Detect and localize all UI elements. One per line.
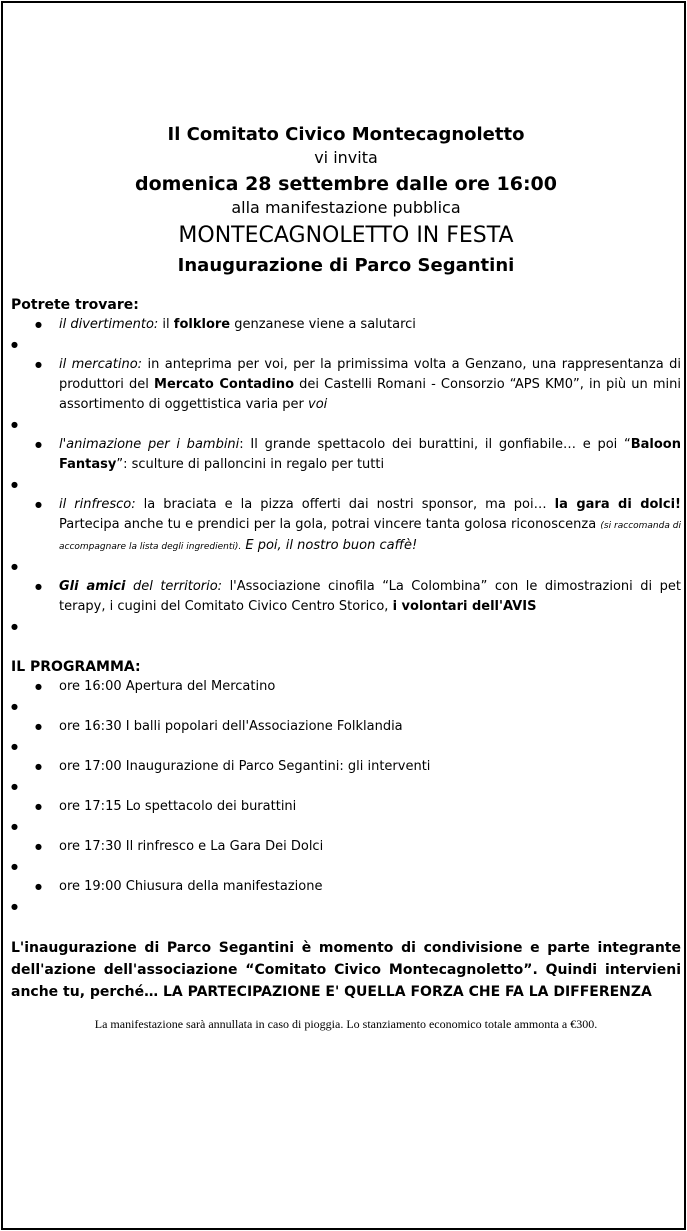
feature-label: Gli amici [59, 579, 126, 594]
event-intro: alla manifestazione pubblica [231, 198, 461, 217]
feature-label: il divertimento: [59, 317, 159, 332]
empty-bullet [11, 697, 681, 717]
feature-strong: i volontari dell'AVIS [392, 599, 537, 614]
features-heading: Potrete trovare: [11, 297, 139, 313]
feature-refreshment [11, 495, 681, 557]
closing-text: L'inaugurazione di Parco Segantini è momento di condivisione e parte integrante dell'azione dell'associazione “Comitato Civico Montecagnoletto”. Quindi intervieni anche tu, perché… [11, 940, 681, 1000]
flyer-frame [1, 1, 686, 1230]
program-item: ● ore 17:15 Lo spettacolo dei burattini [11, 797, 681, 817]
spacer [11, 279, 681, 295]
feature-label: il rinfresco: [59, 497, 136, 512]
feature-text: Partecipa anche tu e prendici per la gola, potrai vincere tanta golosa riconoscenza [59, 517, 601, 532]
feature-friends [11, 577, 681, 617]
feature-strong: folklore [173, 317, 231, 332]
program-item: ● ore 19:00 Chiusura della manifestazione [11, 877, 681, 897]
feature-text: : Il grande spettacolo dei burattini, il gonfiabile… e poi “ [239, 437, 631, 452]
empty-bullet [11, 817, 681, 837]
program-list [11, 677, 681, 917]
flyer-content [11, 123, 681, 1032]
footer-note: La manifestazione sarà annullata in caso di pioggia. Lo stanziamento economico totale ammonta a €300. [94, 1017, 598, 1031]
empty-bullet [11, 617, 681, 637]
empty-bullet [11, 777, 681, 797]
spacer [11, 917, 681, 937]
committee-name: Il Comitato Civico Montecagnoletto [167, 124, 525, 145]
empty-bullet [11, 415, 681, 435]
feature-label: il mercatino: [59, 357, 143, 372]
program-item: ● ore 17:00 Inaugurazione di Parco Segantini: gli interventi [11, 757, 681, 777]
feature-text: la braciata e la pizza offerti dai nostri sponsor, ma poi… [135, 497, 555, 512]
empty-bullet [11, 737, 681, 757]
closing-caps: LA PARTECIPAZIONE E' QUELLA FORZA CHE FA LA DIFFERENZA [162, 984, 652, 1000]
feature-label: del territorio: [125, 579, 223, 594]
feature-text: il [158, 317, 174, 332]
feature-emphasis: voi [308, 397, 328, 412]
feature-fun [11, 315, 681, 335]
feature-text: in anteprima per voi, per la primissima volta a Genzano, una rappresentanza di produttori del [59, 357, 682, 392]
feature-text: E poi, il nostro buon caffè! [241, 538, 418, 553]
closing-paragraph [11, 937, 681, 1003]
feature-strong: Baloon Fantasy [59, 437, 681, 472]
empty-bullet [11, 475, 681, 495]
program-item: ● ore 17:30 Il rinfresco e La Gara Dei Dolci [11, 837, 681, 857]
feature-text: genzanese viene a salutarci [230, 317, 416, 332]
feature-text: l'Associazione cinofila “La Colombina” con le dimostrazioni di pet terapy, i cugini del Comitato Civico Centro Storico, [59, 579, 681, 614]
event-date: domenica 28 settembre dalle ore 16:00 [135, 173, 557, 195]
feature-note: (si raccomanda di accompagnare la lista degli ingredienti). [59, 521, 681, 552]
feature-text: dei Castelli Romani - Consorzio “APS KM0”, in più un mini assortimento di oggettistica varia per [59, 377, 681, 412]
feature-strong: la gara di dolci! [554, 497, 681, 512]
feature-market [11, 355, 681, 415]
event-subtitle: Inaugurazione di Parco Segantini [177, 255, 515, 276]
program-heading: IL PROGRAMMA: [11, 659, 141, 675]
features-list [11, 315, 681, 637]
feature-strong: Mercato Contadino [154, 377, 295, 392]
invite-text: vi invita [314, 148, 378, 167]
empty-bullet [11, 897, 681, 917]
feature-kids [11, 435, 681, 475]
empty-bullet [11, 857, 681, 877]
spacer [11, 637, 681, 657]
program-item: ● ore 16:00 Apertura del Mercatino [11, 677, 681, 697]
program-item: ● ore 16:30 I balli popolari dell'Associazione Folklandia [11, 717, 681, 737]
feature-text: ”: sculture di palloncini in regalo per tutti [116, 457, 385, 472]
empty-bullet [11, 557, 681, 577]
event-title: MONTECAGNOLETTO IN FESTA [178, 223, 514, 248]
empty-bullet [11, 335, 681, 355]
header [11, 123, 681, 279]
feature-label: l'animazione per i bambini [59, 437, 240, 452]
